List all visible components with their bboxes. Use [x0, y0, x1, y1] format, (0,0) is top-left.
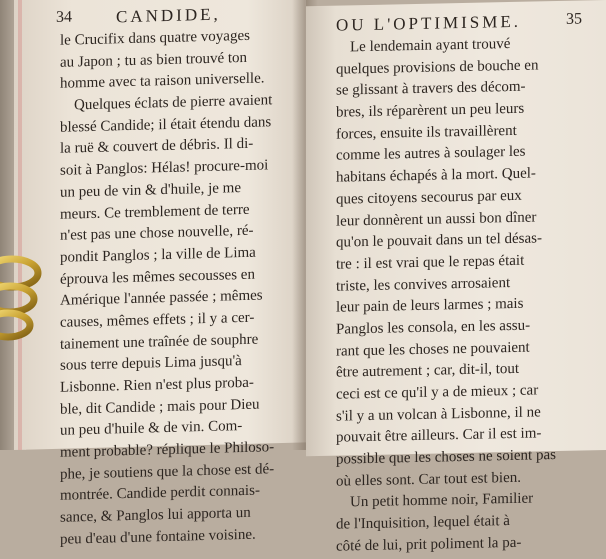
text-line: homme avec ta raison universelle. [60, 70, 265, 93]
text-line: soit à Panglos: Hélas! procure-moi [60, 157, 269, 179]
text-line: ble, dit Candide ; mais pour Dieu [60, 396, 260, 418]
text-line: leur pain de leurs larmes ; mais [336, 295, 524, 316]
text-line: le Crucifix dans quatre voyages [60, 27, 250, 49]
text-line: quelques provisions de bouche en [336, 57, 539, 78]
text-line: tre : il est vrai que le repas était [336, 252, 525, 273]
text-line: s'il y a un volcan à Lisbonne, il ne [336, 404, 541, 425]
text-line: qu'on le pouvait dans un tel désas- [336, 230, 542, 251]
text-line: rant que les choses ne pouvaient [336, 339, 530, 360]
text-line: Quelques éclats de pierre avaient [74, 92, 273, 114]
text-line: où elles sont. Car tout est bien. [336, 469, 521, 490]
page-edge-tint [18, 0, 22, 450]
text-line: Un petit homme noir, Familier [350, 490, 534, 511]
text-line: se glissant à travers des décom- [336, 79, 526, 100]
gold-clasp-ornament [0, 255, 44, 345]
text-line: Panglos les consola, en les assu- [336, 317, 531, 338]
text-line: causes, mêmes effets ; il y a cer- [60, 309, 255, 331]
text-line: pouvait être ailleurs. Car il est im- [336, 425, 542, 447]
text-line: comme les autres à soulager les [336, 144, 526, 165]
text-line: éprouva les mêmes secousses en [60, 266, 255, 288]
text-line: ment probable? réplique le Philoso- [60, 439, 275, 461]
text-line: phe, je soutiens que la chose est dé- [60, 460, 275, 483]
text-line: bres, ils réparèrent un peu leurs [336, 100, 525, 121]
text-line: blessé Candide; il était étendu dans [60, 114, 272, 136]
text-line: n'est pas une chose nouvelle, ré- [60, 222, 254, 244]
text-line: au Japon ; tu as bien trouvé ton [60, 49, 248, 71]
right-running-head: OU L'OPTIMISME. [336, 11, 522, 35]
left-page [14, 0, 306, 548]
text-line: Lisbonne. Rien n'est plus proba- [60, 374, 254, 396]
text-line: leur donnèrent un aussi bon dîner [336, 208, 537, 230]
text-line: Le lendemain ayant trouvé [350, 36, 511, 56]
text-line: possible que les choses ne soient pas [336, 447, 556, 468]
text-line: être autrement ; car, dit-il, tout [336, 361, 520, 381]
text-line: pondit Panglos ; la ville de Lima [60, 244, 256, 266]
left-running-head: CANDIDE, [116, 4, 221, 27]
text-line: peu d'eau d'une fontaine voisine. [60, 526, 256, 548]
text-line: la ruë & couvert de débris. Il di- [60, 136, 254, 158]
right-page-number: 35 [566, 10, 582, 28]
text-line: ceci est ce qu'il y a de mieux ; car [336, 382, 539, 403]
right-page-text [336, 32, 594, 558]
text-line: tainement une traînée de souphre [60, 331, 259, 353]
text-line: meurs. Ce tremblement de terre [60, 201, 250, 223]
text-line: côté de lui, prit poliment la pa- [336, 534, 522, 555]
text-line: sous terre depuis Lima jusqu'à [60, 353, 242, 375]
text-line: de l'Inquisition, lequel était à [336, 513, 510, 533]
text-line: forces, ensuite ils travaillèrent [336, 122, 517, 143]
text-line: habitans échapés à la mort. Quel- [336, 165, 536, 186]
text-line: Amérique l'année passée ; mêmes [60, 287, 263, 310]
text-line: ques citoyens secourus par eux [336, 187, 522, 208]
left-page-number: 34 [56, 8, 72, 26]
left-page-text [60, 25, 300, 552]
text-line: un peu de vin & d'huile, je me [60, 179, 241, 201]
text-line: triste, les convives arrosaient [336, 274, 511, 295]
text-line: un peu d'huile & de vin. Com- [60, 418, 243, 440]
text-line: sance, & Panglos lui apporta un [60, 504, 251, 526]
text-line: montrée. Candide perdit connais- [60, 482, 260, 505]
right-page [306, 0, 606, 555]
